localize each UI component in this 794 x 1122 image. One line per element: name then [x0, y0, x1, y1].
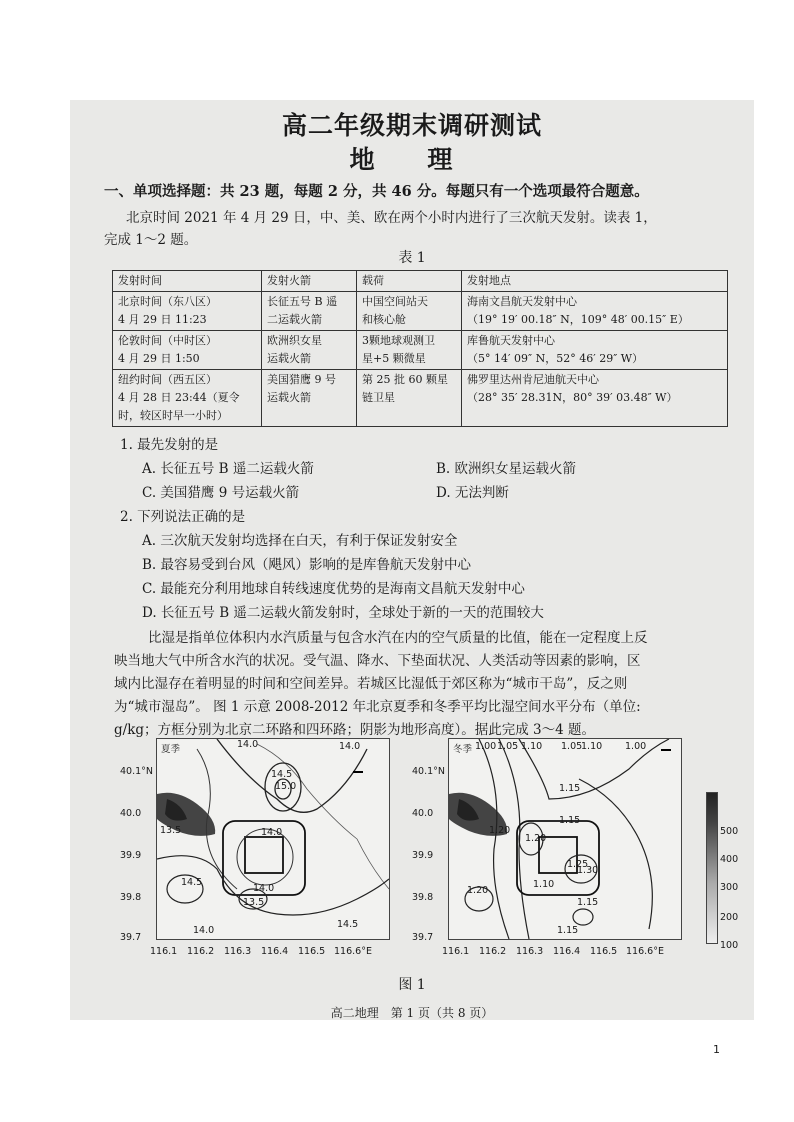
lat-tick: 40.1°N — [412, 766, 446, 777]
table-row — [113, 331, 728, 370]
elevation-legend-bar — [706, 792, 718, 944]
second-ring-road — [245, 837, 283, 873]
passage-line: 为“城市湿岛”。 图 1 示意 2008-2012 年北京夏季和冬季平均比湿空间水平分布（单位: — [114, 699, 641, 715]
isoline — [573, 909, 593, 925]
lon-tick: 116.5 — [298, 946, 326, 957]
lon-tick: 116.3 — [224, 946, 252, 957]
isoline — [479, 739, 509, 939]
isoline-label: 1.20 — [467, 885, 489, 896]
isoline-label: 1.10 — [521, 741, 543, 752]
isoline-label: 1.00 — [625, 741, 647, 752]
table-header: 发射火箭 — [262, 271, 357, 292]
lat-tick: 40.1°N — [120, 766, 154, 777]
intro-line: 完成 1～2 题。 — [104, 232, 198, 248]
isoline-label: 1.15 — [559, 783, 581, 794]
table-header: 发射时间 — [113, 271, 262, 292]
intro-line: 北京时间 2021 年 4 月 29 日，中、美、欧在两个小时内进行了三次航天发射。读表 1， — [126, 210, 657, 226]
lat-tick: 39.8 — [120, 892, 142, 903]
minus-symbol — [353, 771, 363, 773]
lon-tick: 116.2 — [187, 946, 215, 957]
isoline-label: 1.30 — [577, 865, 599, 876]
table-cell: 海南文昌航天发射中心 （19° 19′ 00.18″ N，109° 48′ 00.15″ E） — [462, 292, 728, 331]
launch-table — [112, 270, 728, 427]
isoline-label: 13.5 — [243, 897, 265, 908]
passage-line: 比湿是指单位体积内水汽质量与包含水汽在内的空气质量的比值，能在一定程度上反 — [148, 630, 648, 646]
isoline-label: 13.5 — [160, 825, 182, 836]
isoline-label: 1.05 — [497, 741, 519, 752]
legend-value: 200 — [720, 912, 739, 923]
isoline-label: 14.0 — [261, 827, 283, 838]
season-label: 夏季 — [161, 744, 181, 755]
table-row — [113, 370, 728, 427]
lat-tick: 39.8 — [412, 892, 434, 903]
exam-title: 高二年级期末调研测试 — [281, 111, 542, 140]
section-heading: 一、单项选择题：共 23 题，每题 2 分，共 46 分。每题只有一个选项最符合题意。 — [104, 183, 649, 200]
table-cell: 第 25 批 60 颗星 链卫星 — [357, 370, 462, 427]
passage-line: 域内比湿存在着明显的时间和空间差异。若城区比湿低于郊区称为“城市干岛”，反之则 — [114, 676, 628, 692]
q1-option-b: B. 欧洲织女星运载火箭 — [436, 461, 577, 477]
table-cell: 3颗地球观测卫 星+5 颗微星 — [357, 331, 462, 370]
lon-tick: 116.6°E — [626, 946, 664, 957]
boundary-line — [257, 744, 389, 889]
isoline-label: 14.0 — [253, 883, 275, 894]
passage-line: 映当地大气中所含水汽的状况。受气温、降水、下垫面状况、人类活动等因素的影响，区 — [114, 653, 641, 669]
minus-symbol — [661, 749, 671, 751]
table-cell: 伦敦时间（中时区） 4 月 29 日 1:50 — [113, 331, 262, 370]
lat-tick: 39.9 — [412, 850, 434, 861]
lat-tick: 40.0 — [120, 808, 142, 819]
lon-tick: 116.3 — [516, 946, 544, 957]
q1-option-a: A. 长征五号 B 遥二运载火箭 — [142, 461, 314, 477]
lon-tick: 116.5 — [590, 946, 618, 957]
isoline-label: 1.10 — [533, 879, 555, 890]
summer-humidity-map — [156, 738, 390, 940]
table-cell: 佛罗里达州肯尼迪航天中心 （28° 35′ 28.31N，80° 39′ 03.48″ W） — [462, 370, 728, 427]
isoline-label: 1.05 — [561, 741, 583, 752]
lat-tick: 39.7 — [120, 932, 142, 943]
table-header-row — [113, 271, 728, 292]
isoline-label: 1.15 — [557, 925, 579, 936]
table-cell: 中国空间站天 和核心舱 — [357, 292, 462, 331]
isoline-label: 1.00 — [475, 741, 497, 752]
page-footer: 高二地理 第 1 页（共 8 页） — [330, 1006, 494, 1020]
q1-option-c: C. 美国猎鹰 9 号运载火箭 — [142, 485, 300, 501]
legend-value: 100 — [720, 940, 739, 951]
isoline-label: 1.25 — [567, 859, 589, 870]
isoline-label: 1.10 — [581, 741, 603, 752]
q2-option-c: C. 最能充分利用地球自转线速度优势的是海南文昌航天发射中心 — [142, 581, 525, 597]
question-2-stem: 2. 下列说法正确的是 — [120, 509, 246, 525]
winter-humidity-map — [448, 738, 682, 940]
page-number: 1 — [713, 1043, 720, 1056]
figure-caption: 图 1 — [398, 977, 426, 993]
isoline-label: 1.20 — [525, 833, 547, 844]
isoline-label: 14.0 — [339, 741, 361, 752]
isoline-label: 14.5 — [271, 769, 293, 780]
q1-option-d: D. 无法判断 — [436, 485, 509, 501]
lon-tick: 116.4 — [553, 946, 581, 957]
exam-page — [70, 100, 754, 1020]
table-row — [113, 292, 728, 331]
winter-map-graphic — [449, 739, 681, 939]
lon-tick: 116.1 — [442, 946, 470, 957]
isoline-label: 1.15 — [577, 897, 599, 908]
legend-value: 400 — [720, 854, 739, 865]
isoline-label: 14.5 — [337, 919, 359, 930]
q2-option-d: D. 长征五号 B 遥二运载火箭发射时，全球处于新的一天的范围较大 — [142, 605, 544, 621]
lon-tick: 116.1 — [150, 946, 178, 957]
lon-tick: 116.4 — [261, 946, 289, 957]
q2-option-b: B. 最容易受到台风（飓风）影响的是库鲁航天发射中心 — [142, 557, 472, 573]
passage-line: g/kg；方框分别为北京二环路和四环路；阴影为地形高度）。据此完成 3～4 题。 — [114, 722, 596, 738]
table-header: 载荷 — [357, 271, 462, 292]
table-cell: 北京时间（东八区） 4 月 29 日 11:23 — [113, 292, 262, 331]
lon-tick: 116.6°E — [334, 946, 372, 957]
table-cell: 欧洲织女星 运载火箭 — [262, 331, 357, 370]
subject-title: 地 理 — [349, 145, 475, 174]
table-cell: 纽约时间（西五区） 4 月 28 日 23:44（夏令 时，较区时早一小时） — [113, 370, 262, 427]
table-cell: 长征五号 B 遥 二运载火箭 — [262, 292, 357, 331]
table-caption: 表 1 — [398, 250, 426, 266]
legend-value: 500 — [720, 826, 739, 837]
season-label: 冬季 — [453, 744, 473, 755]
isoline-label: 14.5 — [181, 877, 203, 888]
lat-tick: 39.9 — [120, 850, 142, 861]
lon-tick: 116.2 — [479, 946, 507, 957]
table-cell: 库鲁航天发射中心 （5° 14′ 09″ N，52° 46′ 29″ W） — [462, 331, 728, 370]
question-1-stem: 1. 最先发射的是 — [120, 437, 219, 453]
isoline-label: 15.0 — [275, 781, 297, 792]
isoline-label: 14.0 — [193, 925, 215, 936]
legend-value: 300 — [720, 882, 739, 893]
isoline-label: 1.20 — [489, 825, 511, 836]
lat-tick: 40.0 — [412, 808, 434, 819]
table-cell: 美国猎鹰 9 号 运载火箭 — [262, 370, 357, 427]
q2-option-a: A. 三次航天发射均选择在白天，有利于保证发射安全 — [142, 533, 458, 549]
lat-tick: 39.7 — [412, 932, 434, 943]
isoline-label: 14.0 — [237, 739, 259, 750]
table-header: 发射地点 — [462, 271, 728, 292]
isoline-label: 1.15 — [559, 815, 581, 826]
